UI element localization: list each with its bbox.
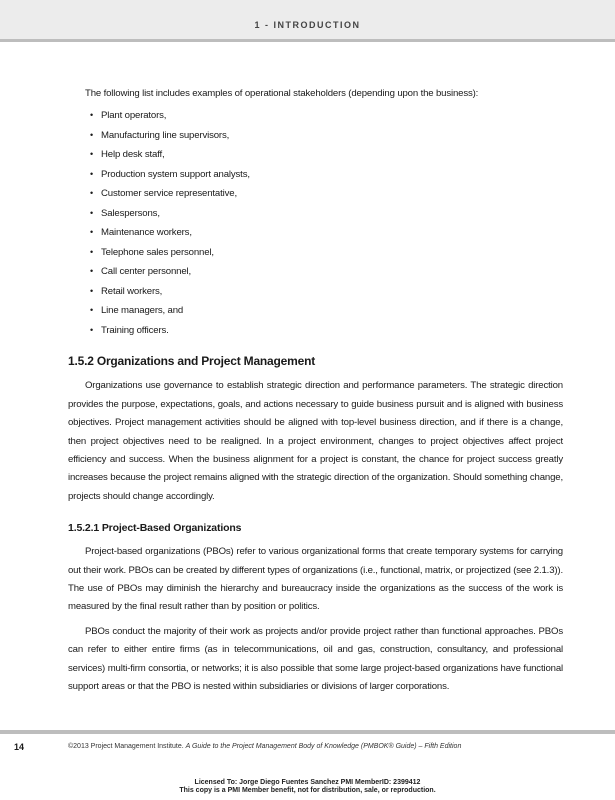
list-item-text: Salespersons, (101, 207, 160, 219)
page-number: 14 (14, 742, 25, 752)
stakeholders-intro: The following list includes examples of operational stakeholders (depending upon the business): (85, 88, 479, 99)
section-heading-1-5-2: 1.5.2 Organizations and Project Management (68, 354, 315, 369)
bullet-icon: • (90, 285, 94, 296)
list-item (90, 321, 563, 341)
list-item-text: Production system support analysts, (101, 168, 250, 180)
list-item (90, 126, 563, 146)
list-item-text: Help desk staff, (101, 149, 165, 161)
list-item-text: Telephone sales personnel, (101, 246, 214, 258)
bullet-icon: • (90, 266, 94, 277)
list-item (90, 301, 563, 321)
list-item (90, 165, 563, 185)
bullet-icon: • (90, 168, 94, 179)
list-item (90, 184, 563, 204)
page-content (68, 85, 563, 703)
list-item-text: Retail workers, (101, 285, 163, 297)
license-notice (0, 779, 615, 795)
header-rule (0, 39, 615, 42)
license-line-1: Licensed To: Jorge Diego Fuentes Sanchez PMI MemberID: 2399412 (194, 779, 421, 786)
license-line-2: This copy is a PMI Member benefit, not for distribution, sale, or reproduction. (179, 787, 436, 794)
list-item (90, 204, 563, 224)
bullet-icon: • (90, 207, 94, 218)
pbo-paragraph-1: Project-based organizations (PBOs) refer to various organizational forms that create temporary systems for carrying out their work. PBOs can be created by different types of organizations (i.e., functional, matrix, or projectized (see 2.1.3)). The use of PBOs may diminish the hierarchy and bureaucracy inside the organizations as the success of the work is measured by the final result rather than by position or politics. (68, 546, 563, 613)
list-item-text: Line managers, and (101, 305, 184, 317)
copyright-prefix: ©2013 Project Management Institute. (68, 743, 186, 750)
bullet-icon: • (90, 188, 94, 199)
section-1-5-2-paragraph: Organizations use governance to establish strategic direction and performance parameters. The strategic direction provides the purpose, expectations, goals, and actions necessary to guide business pursuit and is aligned with business objectives. Project management activities should be aligned with top-level business direction, and if there is a change, then project objectives need to be realigned. In a project environment, changes to project objectives affect project efficiency and success. When the business alignment for a project is constant, the chance for project success greatly increases because the project remains aligned with the strategic direction of the organization. Should something change, projects should change accordingly. (68, 380, 563, 502)
bullet-icon: • (90, 324, 94, 335)
section-heading-1-5-2-1: 1.5.2.1 Project-Based Organizations (68, 522, 242, 535)
bullet-icon: • (90, 129, 94, 140)
list-item-text: Customer service representative, (101, 188, 237, 200)
bullet-icon: • (90, 149, 94, 160)
copyright-notice (68, 743, 461, 750)
bullet-icon: • (90, 246, 94, 257)
bullet-icon: • (90, 110, 94, 121)
list-item-text: Manufacturing line supervisors, (101, 129, 230, 141)
list-item (90, 106, 563, 126)
list-item (90, 282, 563, 302)
list-item-text: Call center personnel, (101, 266, 192, 278)
list-item-text: Maintenance workers, (101, 227, 192, 239)
list-item (90, 145, 563, 165)
list-item (90, 243, 563, 263)
stakeholder-list (68, 106, 563, 340)
chapter-title: 1 - INTRODUCTION (254, 20, 361, 30)
list-item (90, 223, 563, 243)
footer-rule (0, 730, 615, 734)
list-item-text: Plant operators, (101, 110, 167, 122)
pbo-paragraph-2: PBOs conduct the majority of their work as projects and/or provide project rather than functional approaches. PBOs can refer to either entire firms (as in telecommunications, oil and gas, construction, consultancy, and professional services) multi-firm consortia, or networks; it is also possible that some large project-based organizations have functional support areas or that the PBO is nested within subsidiaries or divisions of larger corporations. (68, 625, 563, 693)
bullet-icon: • (90, 227, 94, 238)
list-item-text: Training officers. (101, 324, 169, 336)
list-item (90, 262, 563, 282)
copyright-book-title: A Guide to the Project Management Body of Knowledge (PMBOK® Guide) – Fifth Edition (185, 743, 462, 750)
bullet-icon: • (90, 305, 94, 316)
